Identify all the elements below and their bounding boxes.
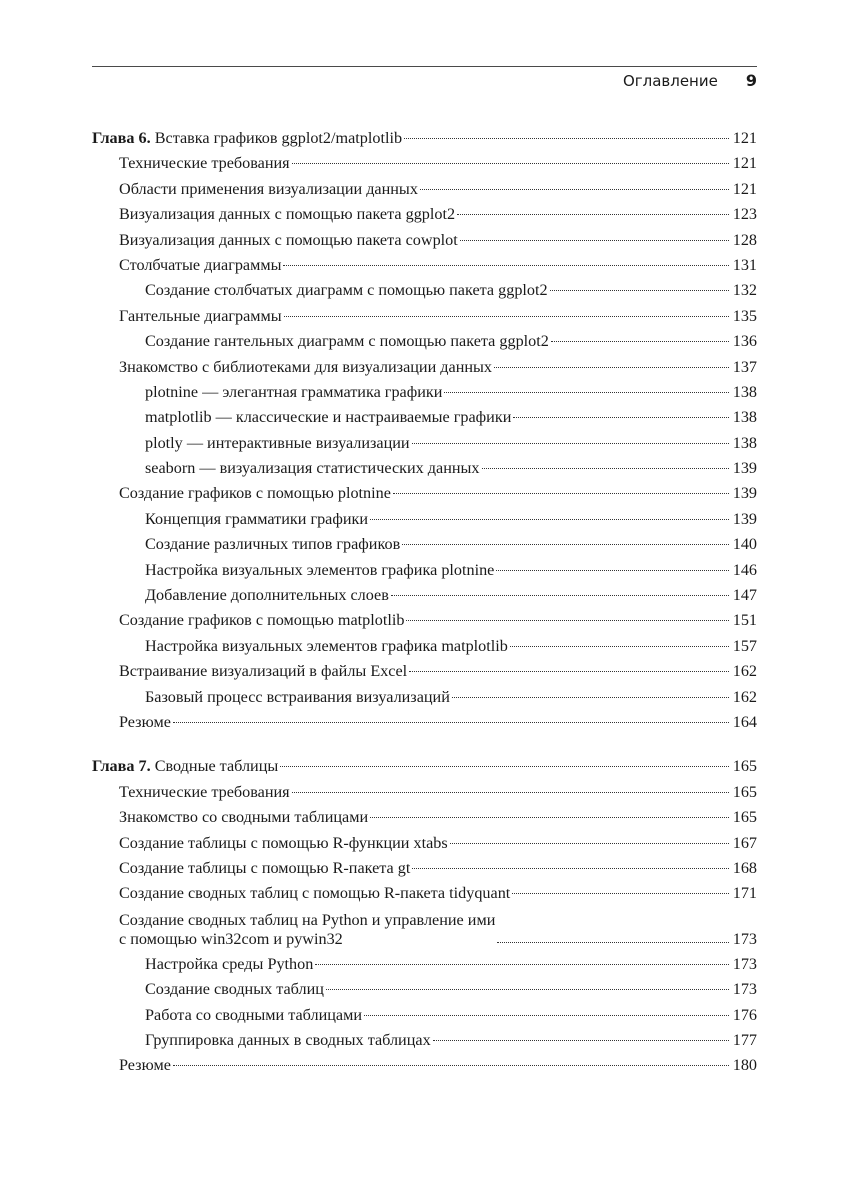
toc-entry[interactable] xyxy=(92,405,757,430)
dot-leader xyxy=(497,942,729,943)
toc-entry[interactable] xyxy=(92,558,757,583)
toc-entry[interactable] xyxy=(92,952,757,977)
toc-entry-page-number: 146 xyxy=(732,560,757,579)
running-head xyxy=(540,71,757,93)
chapter-title: Вставка графиков ggplot2/matplotlib xyxy=(154,129,403,147)
header-rule xyxy=(92,66,757,67)
toc-entry-text: Технические требования xyxy=(119,154,290,173)
toc-entry-page-number: 121 xyxy=(732,154,757,173)
dot-leader xyxy=(513,417,729,418)
toc-entry[interactable] xyxy=(92,431,757,456)
toc-chapter xyxy=(92,126,757,735)
toc-entry-text xyxy=(119,911,495,949)
toc-entry-text: plotnine — элегантная грамматика графики xyxy=(145,382,443,401)
toc-entry-text: Встраивание визуализаций в файлы Excel xyxy=(119,662,408,681)
dot-leader xyxy=(391,595,729,596)
toc-entry[interactable] xyxy=(92,202,757,227)
dot-leader xyxy=(496,570,729,571)
toc-entry[interactable] xyxy=(92,1003,757,1028)
toc-entry[interactable] xyxy=(92,583,757,608)
toc-entry-page-number: 139 xyxy=(732,509,757,528)
toc-entry-page-number: 128 xyxy=(732,230,757,249)
toc-entry-page-number: 167 xyxy=(732,833,757,852)
toc-entry-text: Базовый процесс встраивания визуализаций xyxy=(145,687,450,706)
toc-entry[interactable] xyxy=(92,278,757,303)
toc-entry-text: Настройка визуальных элементов графика plotnine xyxy=(145,560,495,579)
toc-entry-text: Области применения визуализации данных xyxy=(119,179,418,198)
toc-entry-page-number: 177 xyxy=(732,1030,757,1049)
dot-leader xyxy=(315,964,729,965)
toc-entry[interactable] xyxy=(92,1053,757,1078)
toc-entry-text: Создание сводных таблиц с помощью R-пакета tidyquant xyxy=(119,884,511,903)
dot-leader xyxy=(409,671,729,672)
toc-entry-text: Создание столбчатых диаграмм с помощью пакета ggplot2 xyxy=(145,281,548,300)
toc-chapter xyxy=(92,754,757,1078)
toc-entry-page-number: 157 xyxy=(732,636,757,655)
dot-leader xyxy=(412,443,729,444)
toc-entry-page-number: 171 xyxy=(732,884,757,903)
dot-leader xyxy=(283,265,729,266)
toc-entry-page-number: 173 xyxy=(732,929,757,948)
dot-leader xyxy=(280,766,729,767)
dot-leader xyxy=(284,316,729,317)
dot-leader xyxy=(494,367,729,368)
dot-leader xyxy=(433,1040,729,1041)
toc-entry[interactable] xyxy=(92,634,757,659)
toc-entry-page-number: 136 xyxy=(732,332,757,351)
toc-entry[interactable] xyxy=(92,780,757,805)
toc-entry-text: Создание таблицы с помощью R-функции xtabs xyxy=(119,833,448,852)
toc-entry-text: Создание графиков с помощью plotnine xyxy=(119,484,391,503)
dot-leader xyxy=(406,620,729,621)
dot-leader xyxy=(512,893,729,894)
toc-entry[interactable] xyxy=(92,304,757,329)
toc-entry-text-line2: с помощью win32com и pywin32 xyxy=(119,929,343,948)
toc-entry[interactable] xyxy=(92,685,757,710)
toc-entry-page-number: 173 xyxy=(732,954,757,973)
toc-entry-text: seaborn — визуализация статистических данных xyxy=(145,459,480,478)
toc-entry-text: Визуализация данных с помощью пакета ggplot2 xyxy=(119,205,456,224)
toc-entry-text: Визуализация данных с помощью пакета cowplot xyxy=(119,230,458,249)
toc-entry-text: Резюме xyxy=(119,712,171,731)
chapter-title: Сводные таблицы xyxy=(154,757,279,776)
toc-entry-text: Создание сводных таблиц xyxy=(145,980,324,999)
toc-entry-page-number: 140 xyxy=(732,535,757,554)
toc-entry-text: Резюме xyxy=(119,1056,171,1075)
toc-entry-text: matplotlib — классические и настраиваемые графики xyxy=(145,408,512,427)
toc-entry-page-number: 139 xyxy=(732,484,757,503)
dot-leader xyxy=(370,817,729,818)
toc-entry-page-number: 151 xyxy=(732,611,757,630)
toc-entry[interactable] xyxy=(92,380,757,405)
chapter-heading-text xyxy=(92,126,402,151)
toc-entry-text: Создание гантельных диаграмм с помощью пакета ggplot2 xyxy=(145,332,549,351)
toc-entry-page-number: 138 xyxy=(732,382,757,401)
dot-leader xyxy=(551,341,729,342)
dot-leader xyxy=(444,392,729,393)
dot-leader xyxy=(420,189,729,190)
toc-entry[interactable] xyxy=(92,856,757,881)
toc-entry-text: Создание графиков с помощью matplotlib xyxy=(119,611,405,630)
toc-entry-page-number: 162 xyxy=(732,662,757,681)
toc-entry-text: Столбчатые диаграммы xyxy=(119,255,282,274)
toc-entry[interactable] xyxy=(92,532,757,557)
chapter-page-number: 121 xyxy=(732,129,757,147)
dot-leader xyxy=(412,868,729,869)
toc-entry-page-number: 180 xyxy=(732,1056,757,1075)
toc-entry-page-number: 123 xyxy=(732,205,757,224)
toc-entry-text: Гантельные диаграммы xyxy=(119,306,282,325)
toc-entry-text: Добавление дополнительных слоев xyxy=(145,586,389,605)
toc-entry[interactable] xyxy=(92,831,757,856)
dot-leader xyxy=(326,989,729,990)
toc-entry-page-number: 165 xyxy=(732,808,757,827)
toc-entry-page-number: 165 xyxy=(732,782,757,801)
toc-entry-page-number: 132 xyxy=(732,281,757,300)
toc-entry[interactable] xyxy=(92,253,757,278)
toc-entry-text: Группировка данных в сводных таблицах xyxy=(145,1030,431,1049)
toc-entry-page-number: 138 xyxy=(732,433,757,452)
toc-entry-page-number: 137 xyxy=(732,357,757,376)
toc-chapter-heading[interactable] xyxy=(92,126,757,151)
chapter-label: Глава 7. xyxy=(92,757,151,776)
toc-entry-text: Знакомство со сводными таблицами xyxy=(119,808,369,827)
toc-entry[interactable] xyxy=(92,659,757,684)
dot-leader xyxy=(452,697,729,698)
dot-leader xyxy=(292,792,729,793)
toc-entry[interactable] xyxy=(92,228,757,253)
toc-entry-page-number: 168 xyxy=(732,858,757,877)
toc-entry-text: Знакомство с библиотеками для визуализации данных xyxy=(119,357,493,376)
dot-leader xyxy=(364,1015,729,1016)
toc-entry[interactable] xyxy=(92,507,757,532)
toc-entry-text: plotly — интерактивные визуализации xyxy=(145,433,410,452)
toc-entry-page-number: 176 xyxy=(732,1005,757,1024)
toc-entry[interactable] xyxy=(92,977,757,1002)
toc-entry-page-number: 164 xyxy=(732,712,757,731)
chapter-label: Глава 6. xyxy=(92,129,151,147)
toc-entry[interactable] xyxy=(92,608,757,633)
toc-entry-page-number: 138 xyxy=(732,408,757,427)
toc-entry[interactable] xyxy=(92,177,757,202)
toc-entry[interactable] xyxy=(92,805,757,830)
dot-leader xyxy=(482,468,729,469)
dot-leader xyxy=(404,138,729,139)
dot-leader xyxy=(370,519,729,520)
dot-leader xyxy=(393,493,729,494)
toc-entry[interactable] xyxy=(92,1028,757,1053)
toc-entry-text: Создание различных типов графиков xyxy=(145,535,401,554)
toc-entry-text: Концепция грамматики графики xyxy=(145,509,369,528)
chapter-heading-text xyxy=(92,754,278,779)
table-of-contents xyxy=(92,126,757,1079)
dot-leader xyxy=(402,544,729,545)
toc-entry-text: Работа со сводными таблицами xyxy=(145,1005,362,1024)
toc-entry[interactable] xyxy=(92,710,757,735)
running-head-title: Оглавление xyxy=(622,72,718,90)
page-number: 9 xyxy=(745,71,757,90)
dot-leader xyxy=(460,240,729,241)
dot-leader xyxy=(510,646,729,647)
toc-entry[interactable] xyxy=(92,881,757,906)
toc-entry-page-number: 121 xyxy=(732,179,757,198)
dot-leader xyxy=(457,214,729,215)
toc-entry-text: Настройка среды Python xyxy=(145,954,314,973)
toc-entry[interactable] xyxy=(92,329,757,354)
toc-entry-page-number: 131 xyxy=(732,255,757,274)
toc-entry[interactable] xyxy=(92,907,757,952)
toc-entry[interactable] xyxy=(92,456,757,481)
toc-entry-text-line1: Создание сводных таблиц на Python и управление ими xyxy=(119,910,496,929)
toc-entry-page-number: 147 xyxy=(732,586,757,605)
toc-entry-page-number: 162 xyxy=(732,687,757,706)
toc-entry-page-number: 139 xyxy=(732,459,757,478)
dot-leader xyxy=(292,163,729,164)
toc-entry-text: Настройка визуальных элементов графика matplotlib xyxy=(145,636,508,655)
toc-entry-page-number: 173 xyxy=(732,980,757,999)
toc-entry-page-number: 135 xyxy=(732,306,757,325)
dot-leader xyxy=(173,722,729,723)
toc-entry[interactable] xyxy=(92,481,757,506)
toc-entry-text: Создание таблицы с помощью R-пакета gt xyxy=(119,858,411,877)
toc-chapter-heading[interactable] xyxy=(92,754,757,779)
chapter-page-number: 165 xyxy=(732,757,757,776)
toc-entry-text: Технические требования xyxy=(119,782,290,801)
dot-leader xyxy=(550,290,729,291)
toc-entry[interactable] xyxy=(92,355,757,380)
dot-leader xyxy=(173,1065,729,1066)
dot-leader xyxy=(450,843,729,844)
toc-entry[interactable] xyxy=(92,151,757,176)
